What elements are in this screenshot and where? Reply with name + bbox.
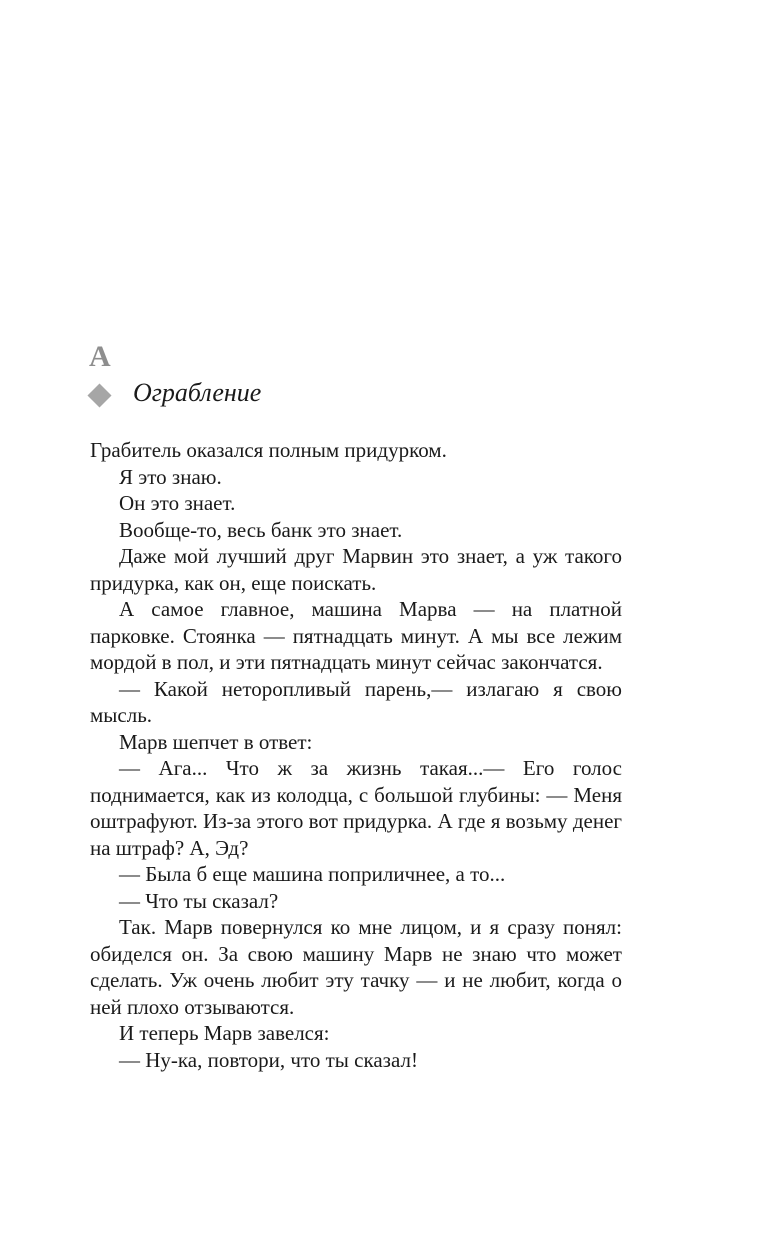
paragraph: Он это знает. — [119, 491, 236, 515]
paragraph: Марв шепчет в ответ: — [119, 729, 313, 754]
paragraph: И теперь Марв завелся: — [119, 1021, 330, 1045]
paragraph: — Ага... Что ж за жизнь такая...— Его голос поднимается, как из колодца, с большой глубины: — Меня оштрафуют. Из-за этого вот придурка. А где я возьму денег на штраф? А, Эд? — [90, 756, 622, 860]
paragraph: Грабитель оказался полным придурком. — [90, 438, 447, 462]
paragraph: Вообще-то, весь банк это знает. — [119, 517, 403, 542]
paragraph: Даже мой лучший друг Марвин это знает, а уж такого придурка, как он, еще поискать. — [90, 544, 622, 595]
chapter-title: Ограбление — [133, 378, 262, 407]
diamond-icon — [87, 383, 111, 407]
paragraph: — Какой неторопливый парень,— излагаю я свою мысль. — [90, 676, 622, 727]
chapter-letter: А — [89, 340, 111, 373]
paragraph: — Ну-ка, повтори, что ты сказал! — [119, 1047, 418, 1072]
paragraph: А самое главное, машина Марва — на платной парковке. Стоянка — пятнадцать минут. А мы все лежим мордой в пол, и эти пятнадцать минут сейчас закончатся. — [90, 597, 622, 674]
body-text — [90, 437, 622, 1073]
paragraph: — Была б еще машина поприличнее, а то... — [119, 862, 506, 886]
paragraph: Так. Марв повернулся ко мне лицом, и я сразу понял: обиделся он. За свою машину Марв не знаю что может сделать. Уж очень любит эту тачку — и не любит, когда о ней плохо отзываются. — [90, 915, 622, 1019]
paragraph: Я это знаю. — [119, 464, 222, 489]
paragraph: — Что ты сказал? — [119, 888, 279, 913]
